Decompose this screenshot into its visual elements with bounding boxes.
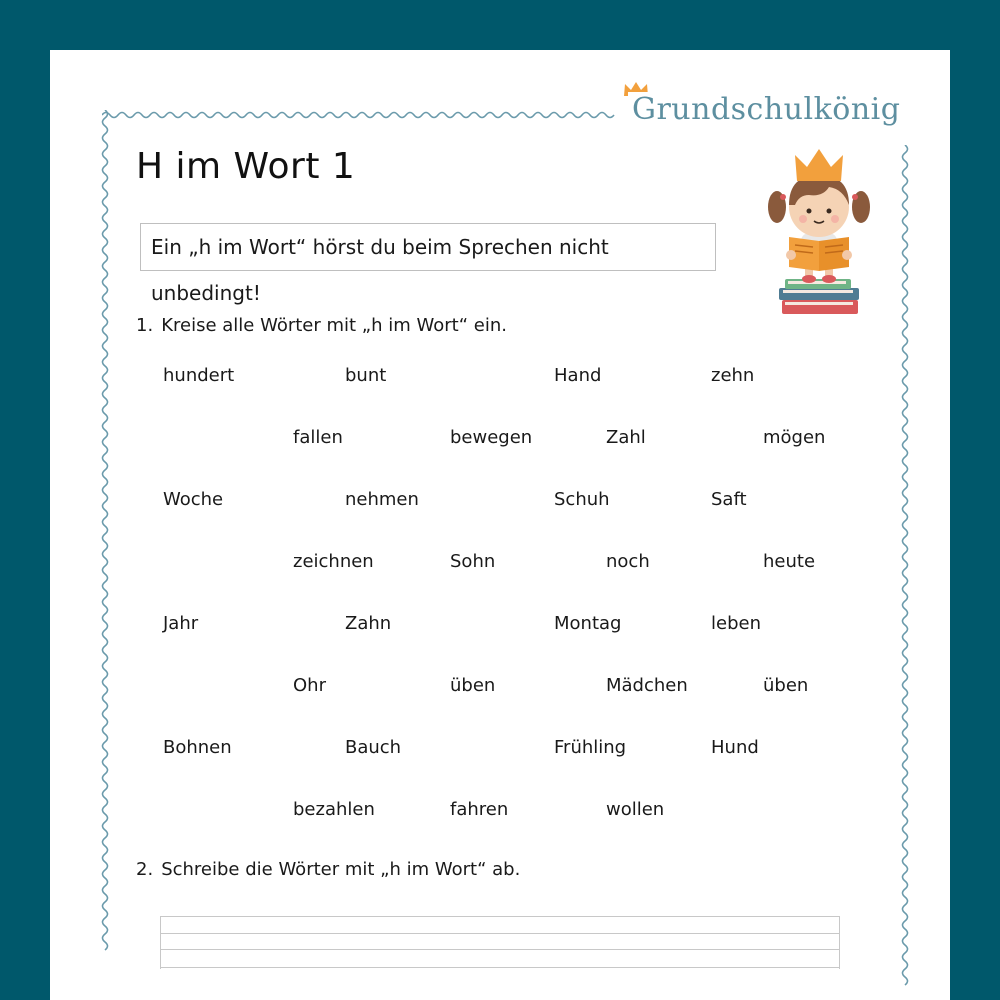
word[interactable]: Bauch [345, 737, 402, 758]
word[interactable]: wollen [606, 799, 665, 820]
wavy-border-right [900, 145, 910, 1000]
word[interactable]: bunt [345, 365, 387, 386]
task-number: 2. [136, 859, 154, 880]
word[interactable]: hundert [163, 365, 235, 386]
word[interactable]: Frühling [554, 737, 627, 758]
word[interactable]: Ohr [293, 675, 326, 696]
word[interactable]: Hund [711, 737, 759, 758]
word[interactable]: mögen [763, 427, 826, 448]
word[interactable]: üben [763, 675, 809, 696]
word[interactable]: heute [763, 551, 816, 572]
word[interactable]: zehn [711, 365, 755, 386]
word[interactable]: fahren [450, 799, 509, 820]
line-edge-left [160, 917, 161, 969]
word[interactable]: Saft [711, 489, 747, 510]
page-title: H im Wort 1 [136, 146, 356, 187]
word[interactable]: Bohnen [163, 737, 232, 758]
word[interactable]: üben [450, 675, 496, 696]
writing-line [160, 967, 840, 968]
task-number: 1. [136, 315, 154, 336]
hint-box: Ein „h im Wort“ hörst du beim Sprechen nicht unbedingt! [140, 223, 716, 271]
writing-line [160, 949, 840, 950]
word[interactable]: noch [606, 551, 650, 572]
word[interactable]: Hand [554, 365, 602, 386]
word[interactable]: Jahr [163, 613, 199, 634]
wavy-border-top [102, 110, 622, 120]
word[interactable]: Woche [163, 489, 224, 510]
word[interactable]: Mädchen [606, 675, 688, 696]
writing-line [160, 933, 840, 934]
brand-logo [622, 80, 912, 130]
word[interactable]: bezahlen [293, 799, 375, 820]
task-text: Kreise alle Wörter mit „h im Wort“ ein. [161, 315, 507, 336]
word[interactable]: Montag [554, 613, 622, 634]
line-edge-right [839, 917, 840, 969]
word[interactable]: fallen [293, 427, 343, 448]
word[interactable]: Sohn [450, 551, 496, 572]
task-2 [136, 859, 520, 880]
word[interactable]: Zahl [606, 427, 646, 448]
word[interactable]: Schuh [554, 489, 610, 510]
writing-lines[interactable] [160, 916, 840, 969]
word[interactable]: Zahn [345, 613, 392, 634]
worksheet [50, 50, 950, 1000]
word[interactable]: zeichnen [293, 551, 374, 572]
logo-text: Grundschulkönig [628, 92, 904, 127]
girl-reading-illustration [765, 145, 875, 320]
word[interactable]: bewegen [450, 427, 533, 448]
task-1 [136, 315, 507, 336]
word[interactable]: nehmen [345, 489, 419, 510]
task-text: Schreibe die Wörter mit „h im Wort“ ab. [161, 859, 521, 880]
word[interactable]: leben [711, 613, 761, 634]
wavy-border-left [100, 110, 110, 1000]
